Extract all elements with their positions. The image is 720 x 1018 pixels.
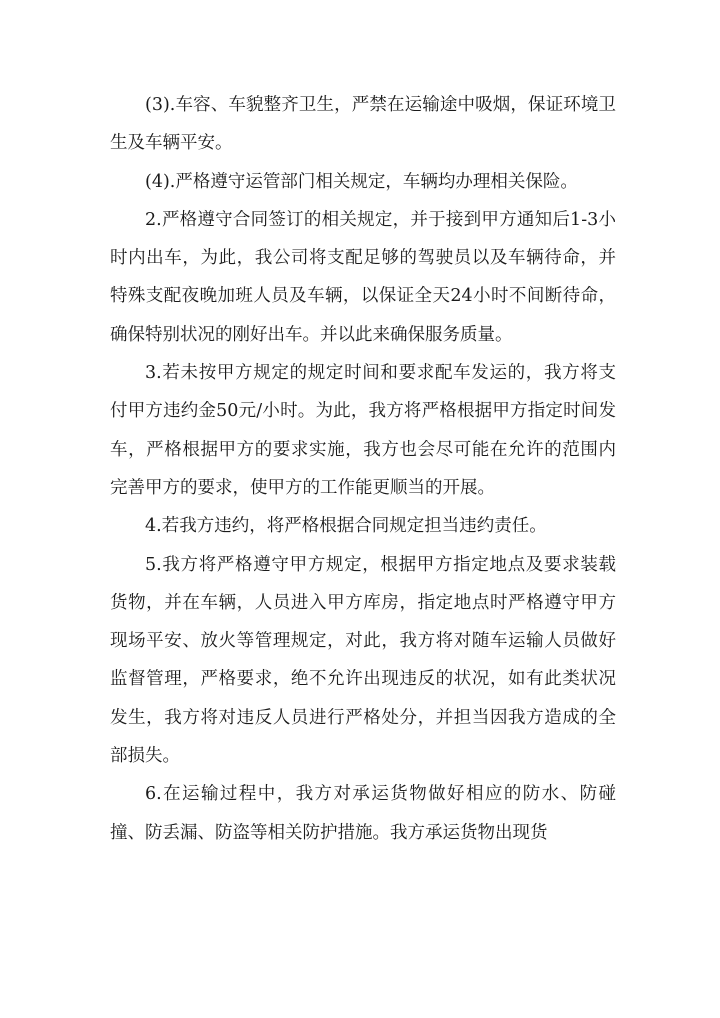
- paragraph-6-cargo-protection: 6.在运输过程中，我方对承运货物做好相应的防水、防碰撞、防丢漏、防盗等相关防护措施。我方承运货物出现货: [110, 784, 616, 843]
- paragraph-3-vehicle-hygiene: (3).车容、车貌整齐卫生，严禁在运输途中吸烟，保证环境卫生及车辆平安。: [110, 95, 616, 154]
- paragraph-4-regulations-insurance: (4).严格遵守运管部门相关规定，车辆均办理相关保险。: [145, 171, 578, 192]
- document-body: [110, 86, 616, 852]
- paragraph-5-site-rules: 5.我方将严格遵守甲方规定，根据甲方指定地点及要求装载货物，并在车辆，人员进入甲方库房，指定地点时严格遵守甲方现场平安、放火等管理规定，对此，我方将对随车运输人员做好监督管理，严格要求，绝不允许出现违反的状况，如有此类状况发生，我方将对违反人员进行严格处分，并担当因我方造成的全部损失。: [110, 554, 616, 767]
- paragraph-3-penalty: 3.若未按甲方规定的规定时间和要求配车发运的，我方将支付甲方违约金50元/小时。为此，我方将严格根据甲方指定时间发车，严格根据甲方的要求实施，我方也会尽可能在允许的范围内完善甲方的要求，使甲方的工作能更顺当的开展。: [110, 363, 616, 498]
- paragraph-2-dispatch-commitment: 2.严格遵守合同签订的相关规定，并于接到甲方通知后1-3小时内出车，为此，我公司将支配足够的驾驶员以及车辆待命，并特殊支配夜晚加班人员及车辆，以保证全天24小时不间断待命，确保特别状况的刚好出车。并以此来确保服务质量。: [110, 209, 616, 345]
- paragraph-4-breach-liability: 4.若我方违约，将严格根据合同规定担当违约责任。: [145, 516, 547, 537]
